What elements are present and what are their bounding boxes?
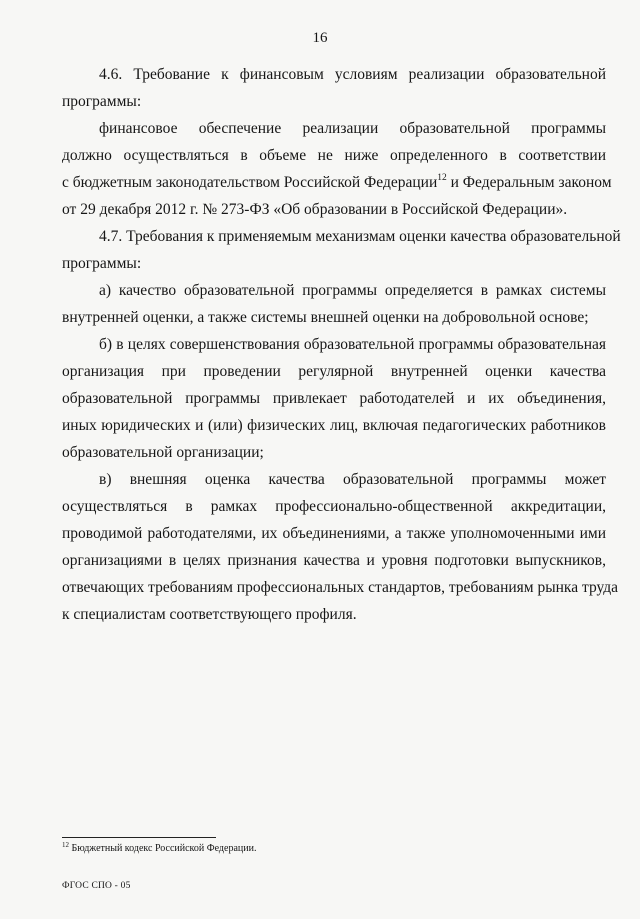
- text-line: [62, 142, 606, 169]
- footnote-marker: 12: [62, 841, 69, 849]
- footnote: [62, 842, 256, 856]
- line-text: программы:: [62, 93, 142, 110]
- line-text: 4.7. Требования к применяемым механизмам оценки качества образовательной: [99, 228, 621, 245]
- text-line: [62, 466, 606, 493]
- text-line: [62, 115, 606, 142]
- line-text: в) внешняя оценка качества образовательной программы может: [99, 471, 606, 488]
- line-text: к специалистам соответствующего профиля.: [62, 606, 357, 623]
- text-line: [62, 574, 619, 601]
- text-line: [62, 547, 606, 574]
- page-number: 16: [312, 30, 328, 46]
- text-line: [62, 493, 606, 520]
- line-text: образовательной программы привлекает работодателей и их объединения,: [62, 390, 606, 407]
- text-line: [62, 358, 606, 385]
- footnote-text: Бюджетный кодекс Российской Федерации.: [69, 843, 257, 854]
- text-line: [62, 277, 606, 304]
- line-text: организация при проведении регулярной внутренней оценки качества: [62, 363, 606, 380]
- line-text: отвечающих требованиям профессиональных стандартов, требованиям рынка труда: [62, 579, 619, 596]
- line-text: программы:: [62, 255, 142, 272]
- text-line: [62, 250, 606, 277]
- text-line: [62, 331, 606, 358]
- line-text: иных юридических и (или) физических лиц, включая педагогических работников: [62, 417, 606, 434]
- line-text: организациями в целях признания качества и уровня подготовки выпускников,: [62, 552, 606, 569]
- line-text: б) в целях совершенствования образовательной программы образовательная: [99, 336, 606, 353]
- line-text: проводимой работодателями, их объединениями, а также уполномоченными ими: [62, 525, 606, 542]
- text-line: [62, 304, 606, 331]
- line-text: а) качество образовательной программы определяется в рамках системы: [99, 282, 606, 299]
- line-text: от 29 декабря 2012 г. № 273-ФЗ «Об образовании в Российской Федерации».: [62, 201, 568, 218]
- text-line: [62, 223, 621, 250]
- document-body: [62, 61, 621, 628]
- text-line: [62, 169, 612, 196]
- text-line: [62, 88, 606, 115]
- line-text: осуществляться в рамках профессионально-общественной аккредитации,: [62, 498, 606, 515]
- footnote-divider: [62, 837, 216, 838]
- line-text: образовательной организации;: [62, 444, 264, 461]
- text-line: [62, 439, 606, 466]
- line-text: должно осуществляться в объеме не ниже определенного в соответствии: [62, 147, 606, 164]
- text-line: [62, 385, 606, 412]
- line-text-continued: и Федеральным законом: [446, 174, 612, 191]
- line-text: финансовое обеспечение реализации образовательной программы: [99, 120, 606, 137]
- text-line: [62, 196, 606, 223]
- line-text: 4.6. Требование к финансовым условиям реализации образовательной: [99, 66, 606, 83]
- line-text: с бюджетным законодательством Российской Федерации: [62, 174, 438, 191]
- document-code: ФГОС СПО - 05: [62, 881, 131, 891]
- text-line: [62, 61, 606, 88]
- text-line: [62, 412, 606, 439]
- line-text: внутренней оценки, а также системы внешней оценки на добровольной основе;: [62, 309, 589, 326]
- text-line: [62, 601, 606, 628]
- text-line: [62, 520, 606, 547]
- footnote-reference: 12: [437, 173, 447, 183]
